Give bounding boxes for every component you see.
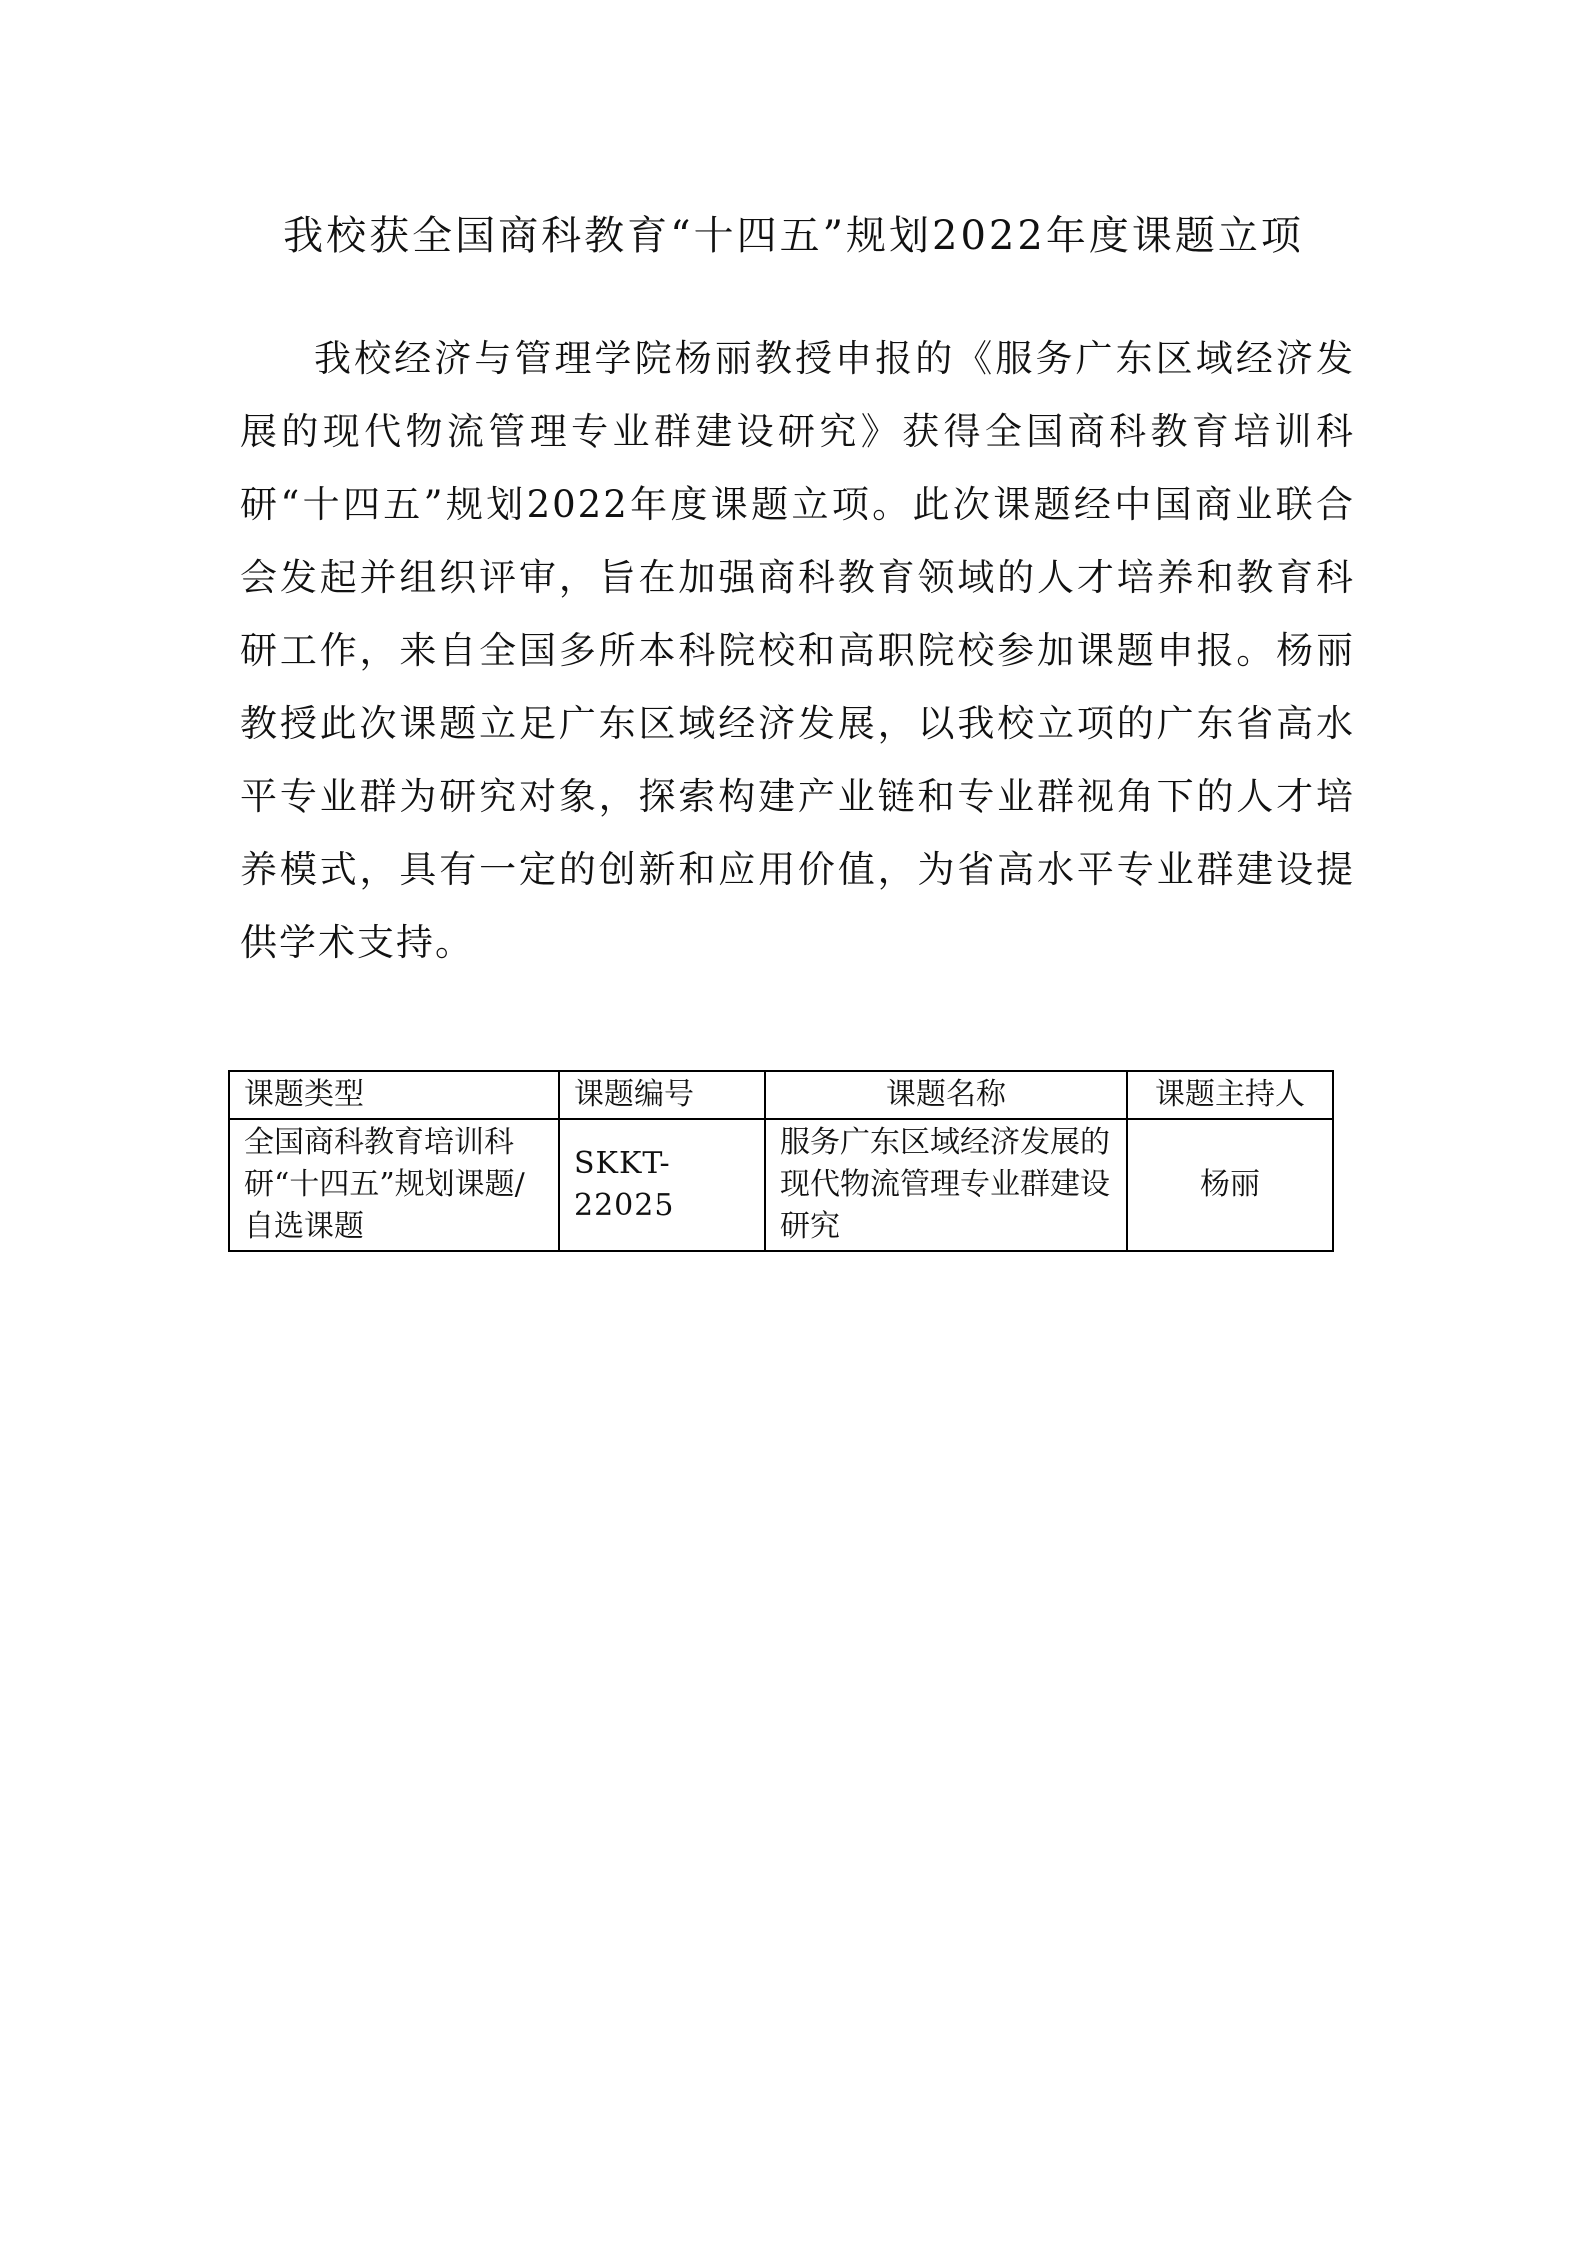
header-project-name: 课题名称: [765, 1071, 1127, 1119]
header-project-type: 课题类型: [229, 1071, 559, 1119]
cell-project-host: 杨丽: [1127, 1119, 1333, 1251]
body-paragraph: 我校经济与管理学院杨丽教授申报的《服务广东区域经济发展的现代物流管理专业群建设研究》获得全国商科教育培训科研“十四五”规划2022年度课题立项。此次课题经中国商业联合会发起并组织评审，旨在加强商科教育领域的人才培养和教育科研工作，来自全国多所本科院校和高职院校参加课题申报。杨丽教授此次课题立足广东区域经济发展，以我校立项的广东省高水平专业群为研究对象，探索构建产业链和专业群视角下的人才培养模式，具有一定的创新和应用价值，为省高水平专业群建设提供学术支持。: [240, 337, 1355, 964]
header-project-code: 课题编号: [559, 1071, 765, 1119]
cell-project-type: 全国商科教育培训科研“十四五”规划课题/自选课题: [229, 1119, 559, 1251]
table-row: [229, 1119, 1333, 1251]
document-title: 我校获全国商科教育“十四五”规划2022年度课题立项: [283, 213, 1304, 259]
cell-project-code: SKKT-22025: [559, 1119, 765, 1251]
cell-project-name: 服务广东区域经济发展的现代物流管理专业群建设研究: [765, 1119, 1127, 1251]
project-table: [228, 1070, 1334, 1252]
header-project-host: 课题主持人: [1127, 1071, 1333, 1119]
table-header-row: [229, 1071, 1333, 1119]
